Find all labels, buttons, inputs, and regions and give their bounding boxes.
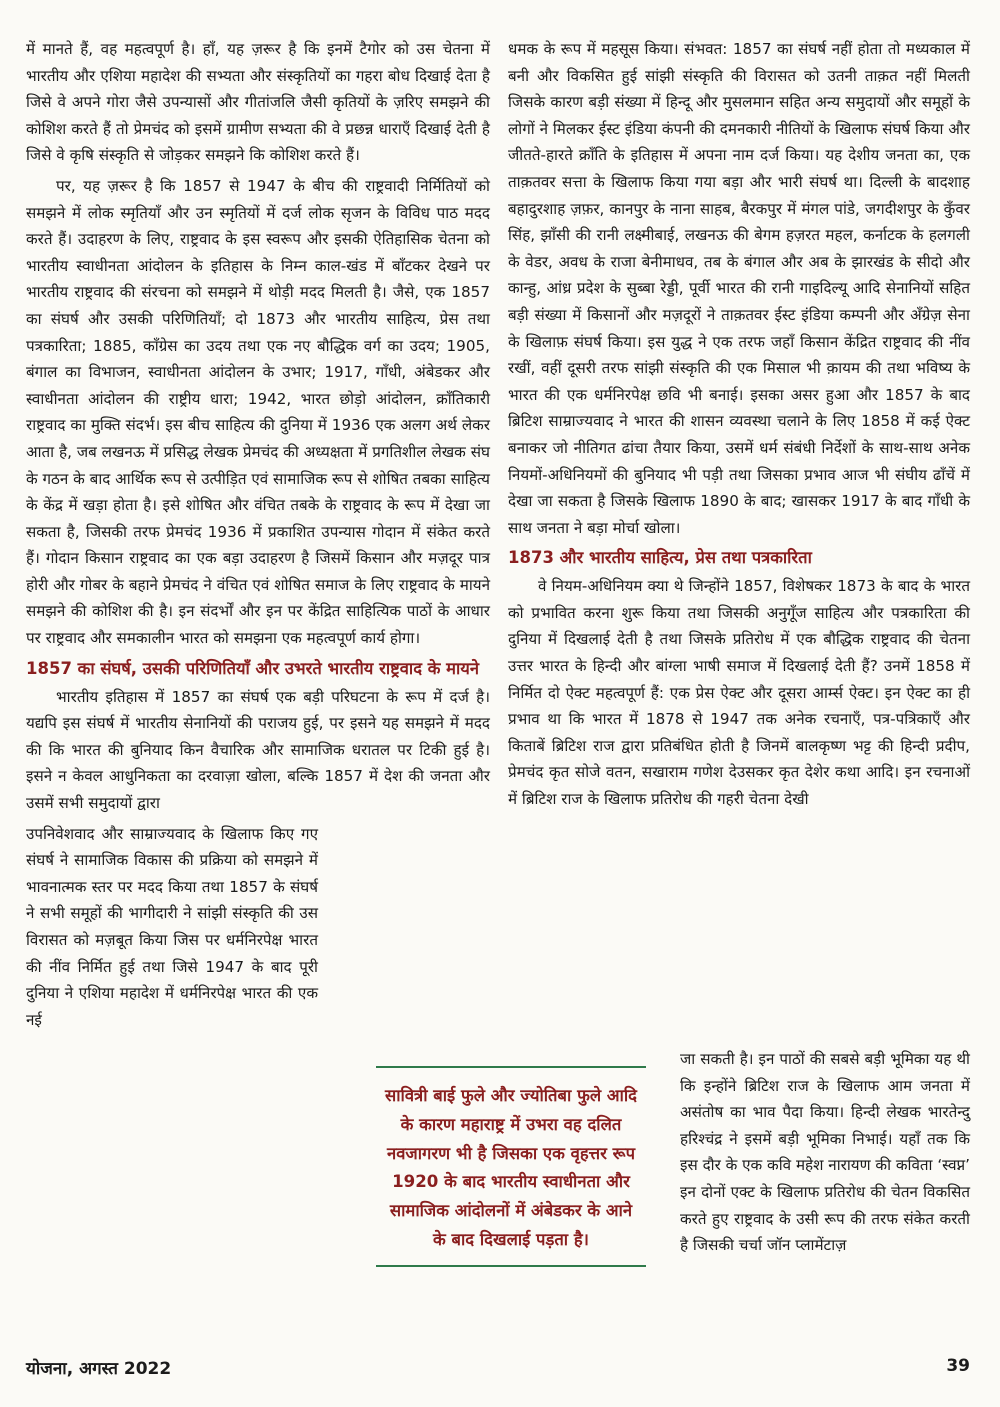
- section-heading-1857: 1857 का संघर्ष, उसकी परिणितियाँ और उभरते भारतीय राष्ट्रवाद के मायने: [26, 658, 479, 678]
- section-heading-1873: 1873 और भारतीय साहित्य, प्रेस तथा पत्रकारिता: [508, 548, 812, 568]
- left-paragraph-1: में मानते हैं, वह महत्वपूर्ण है। हाँ, यह ज़रूर है कि इनमें टैगोर को उस चेतना में भारतीय और एशिया महादेश की सभ्यता और संस्कृतियों का गहरा बोध दिखाई देता है जिसे वे अपने गोरा जैसे उपन्यासों और गीतांजलि जैसी कृतियों के ज़रिए समझने की कोशिश करते हैं तो प्रेमचंद को इसमें ग्रामीण सभ्यता की वे प्रछन्न धाराएँ दिखाई देती है जिसे वे कृषि संस्कृति से जोड़कर समझने कि कोशिश करते हैं।: [26, 40, 490, 165]
- right-paragraph-2: वे नियम-अधिनियम क्या थे जिन्होंने 1857, विशेषकर 1873 के बाद के भारत को प्रभावित करना शुरू किया तथा जिसकी अनुगूँज साहित्य और पत्रकारिता की दुनिया में दिखलाई देती है तथा जिसके प्रतिरोध में एक बौद्धिक राष्ट्रवाद की चेतना उत्तर भारत के हिन्दी और बांग्ला भाषी समाज में दिखलाई देती हैं? उनमें 1858 में निर्मित दो ऐक्ट महत्वपूर्ण हैं: एक प्रेस ऐक्ट और दूसरा आर्म्स ऐक्ट। इन ऐक्ट का ही प्रभाव था कि भारत में 1878 से 1947 तक अनेक रचनाएँ, पत्र-पत्रिकाएँ और किताबें ब्रिटिश राज द्वारा प्रतिबंधित होती है जिनमें बालकृष्ण भट्ट की हिन्दी प्रदीप, प्रेमचंद कृत सोजे वतन, सखाराम गणेश देउसकर कृत देशेर कथा आदि। इन रचनाओं में ब्रिटिश राज के खिलाफ प्रतिरोध की गहरी चेतना देखी: [508, 577, 970, 809]
- right-narrow-column: [680, 1046, 970, 1263]
- right-column: [508, 36, 970, 817]
- pull-quote: सावित्री बाई फुले और ज्योतिबा फुले आदि के कारण महाराष्ट्र में उभरा वह दलित नवजागरण भी है जिसका एक वृहत्तर रूप 1920 के बाद भारतीय स्वाधीनता और सामाजिक आंदोलनों में अंबेडकर के आने के बाद दिखलाई पड़ता है।: [376, 1066, 646, 1267]
- left-paragraph-3: भारतीय इतिहास में 1857 का संघर्ष एक बड़ी परिघटना के रूप में दर्ज है। यद्यपि इस संघर्ष में भारतीय सेनानियों की पराजय हुई, पर इसने यह समझने में मदद की कि भारत की बुनियाद किन वैचारिक और सामाजिक धरातल पर टिकी हुई है। इसने न केवल आधुनिकता का दरवाज़ा खोला, बल्कि 1857 में देश की जनता और उसमें सभी समुदायों द्वारा: [26, 687, 490, 813]
- left-paragraph-2: पर, यह ज़रूर है कि 1857 से 1947 के बीच की राष्ट्रवादी निर्मितियों को समझने में लोक स्मृतियाँ और उन स्मृतियों में दर्ज लोक सृजन के विविध पाठ मदद करते हैं। उदाहरण के लिए, राष्ट्रवाद के इस स्वरूप और इसकी ऐतिहासिक चेतना को भारतीय स्वाधीनता आंदोलन के इतिहास के निम्न काल-खंड में बाँटकर देखने पर भारतीय राष्ट्रवाद की संरचना को समझने में थोड़ी मदद मिलती है। जैसे, एक 1857 का संघर्ष और उसकी परिणितियाँ; दो 1873 और भारतीय साहित्य, प्रेस तथा पत्रकारिता; 1885, काँग्रेस का उदय तथा एक नए बौद्धिक वर्ग का उदय; 1905, बंगाल का विभाजन, स्वाधीनता आंदोलन के उभार; 1917, गाँधी, अंबेडकर और स्वाधीनता आंदोलन की राष्ट्रीय धारा; 1942, भारत छोड़ो आंदोलन, क्राँतिकारी राष्ट्रवाद का मुक्ति संदर्भ। इस बीच साहित्य की दुनिया में 1936 एक अलग अर्थ लेकर आता है, जब लखनऊ में प्रसिद्ध लेखक प्रेमचंद की अध्यक्षता में प्रगतिशील लेखक संघ के गठन के बाद आर्थिक रूप से उत्पीड़ित एवं सामाजिक रूप से शोषित तबका साहित्य के केंद्र में खड़ा होता है। इसे शोषित और वंचित तबके के राष्ट्रवाद के रूप में देखा जा सकता है, जिसकी तरफ प्रेमचंद 1936 में प्रकाशित उपन्यास गोदान में संकेत करते हैं। गोदान किसान राष्ट्रवाद का एक बड़ा उदाहरण है जिसमें किसान और मज़दूर पात्र होरी और गोबर के बहाने प्रेमचंद ने वंचित एवं शोषित समाज के लिए राष्ट्रवाद के मायने समझने की कोशिश की है। इन संदर्भों और इन पर केंद्रित साहित्यिक पाठों के आधार पर राष्ट्रवाद और समकालीन भारत को समझना एक महत्वपूर्ण कार्य होगा।: [26, 176, 490, 648]
- left-paragraph-4: उपनिवेशवाद और साम्राज्यवाद के खिलाफ किए गए संघर्ष ने सामाजिक विकास की प्रक्रिया को समझने में भावनात्मक स्तर पर मदद किया तथा 1857 के संघर्ष ने सभी समूहों की भागीदारी ने सांझी संस्कृति की उस विरासत को मज़बूत किया जिस पर धर्मनिरपेक्ष भारत की नींव निर्मित हुई तथा जिसे 1947 के बाद पूरी दुनिया ने एशिया महादेश में धर्मनिरपेक्ष भारत की एक नई: [26, 824, 318, 1029]
- footer-magazine: योजना, अगस्त 2022: [26, 1359, 172, 1379]
- left-column: [26, 36, 490, 1037]
- right-paragraph-1: धमक के रूप में महसूस किया। संभवत: 1857 का संघर्ष नहीं होता तो मध्यकाल में बनी और विकसित हुई सांझी संस्कृति की विरासत को उतनी ताक़त नहीं मिलती जिसके कारण बड़ी संख्या में हिन्दू और मुसलमान सहित अन्य समुदायों और समूहों के लोगों ने मिलकर ईस्ट इंडिया कंपनी की दमनकारी नीतियों के खिलाफ संघर्ष किया और जीतते-हारते क्राँति के इतिहास में अपना नाम दर्ज किया। यह देशीय जनता का, एक ताक़तवर सत्ता के खिलाफ किया गया बड़ा और भारी संघर्ष था। दिल्ली के बादशाह बहादुरशाह ज़फ़र, कानपुर के नाना साहब, बैरकपुर में मंगल पांडे, जगदीशपुर के कुँवर सिंह, झाँसी की रानी लक्ष्मीबाई, लखनऊ की बेगम हज़रत महल, कर्नाटक के हलगली के वेडर, अवध के राजा बेनीमाधव, तब के बंगाल और अब के झारखंड के सीदो और कान्हु, आंध्र प्रदेश के सुब्बा रेड्डी, पूर्वी भारत की रानी गाइदिल्यू आदि सेनानियों सहित बड़ी संख्या में किसानों और मज़दूरों ने ताक़तवर ईस्ट इंडिया कम्पनी और अँग्रेज़ सेना के खिलाफ़ संघर्ष किया। इस युद्ध ने एक तरफ जहाँ किसान केंद्रित राष्ट्रवाद की नींव रखीं, वहीं दूसरी तरफ सांझी संस्कृति की एक मिसाल भी क़ायम की तथा भविष्य के भारत की एक धर्मनिरपेक्ष छवि भी बनाई। इसका असर हुआ और 1857 के बाद ब्रिटिश साम्राज्यवाद ने भारत की शासन व्यवस्था चलाने के लिए 1858 में कई ऐक्ट बनाकर जो नीतिगत ढांचा तैयार किया, उसमें धर्म संबंधी निर्देशों के साथ-साथ अनेक नियमों-अधिनियमों की बुनियाद भी पड़ी तथा जिसका प्रभाव आज भी संघीय ढाँचें में देखा जा सकता है जिसके खिलाफ 1890 के बाद; खासकर 1917 के बाद गाँधी के साथ जनता ने बड़ा मोर्चा खोला।: [508, 40, 970, 537]
- right-paragraph-3: जा सकती है। इन पाठों की सबसे बड़ी भूमिका यह थी कि इन्होंने ब्रिटिश राज के खिलाफ आम जनता में असंतोष का भाव पैदा किया। हिन्दी लेखक भारतेन्दु हरिश्चंद्र ने इसमें बड़ी भूमिका निभाई। यहाँ तक कि इस दौर के एक कवि महेश नारायण की कविता ‘स्वप्न’ इन दोनों एक्ट के खिलाफ प्रतिरोध की चेतन विकसित करते हुए राष्ट्रवाद के उसी रूप की तरफ संकेत करती है जिसकी चर्चा जॉन प्लामेंटाज़: [680, 1050, 970, 1255]
- page-number: 39: [946, 1356, 970, 1376]
